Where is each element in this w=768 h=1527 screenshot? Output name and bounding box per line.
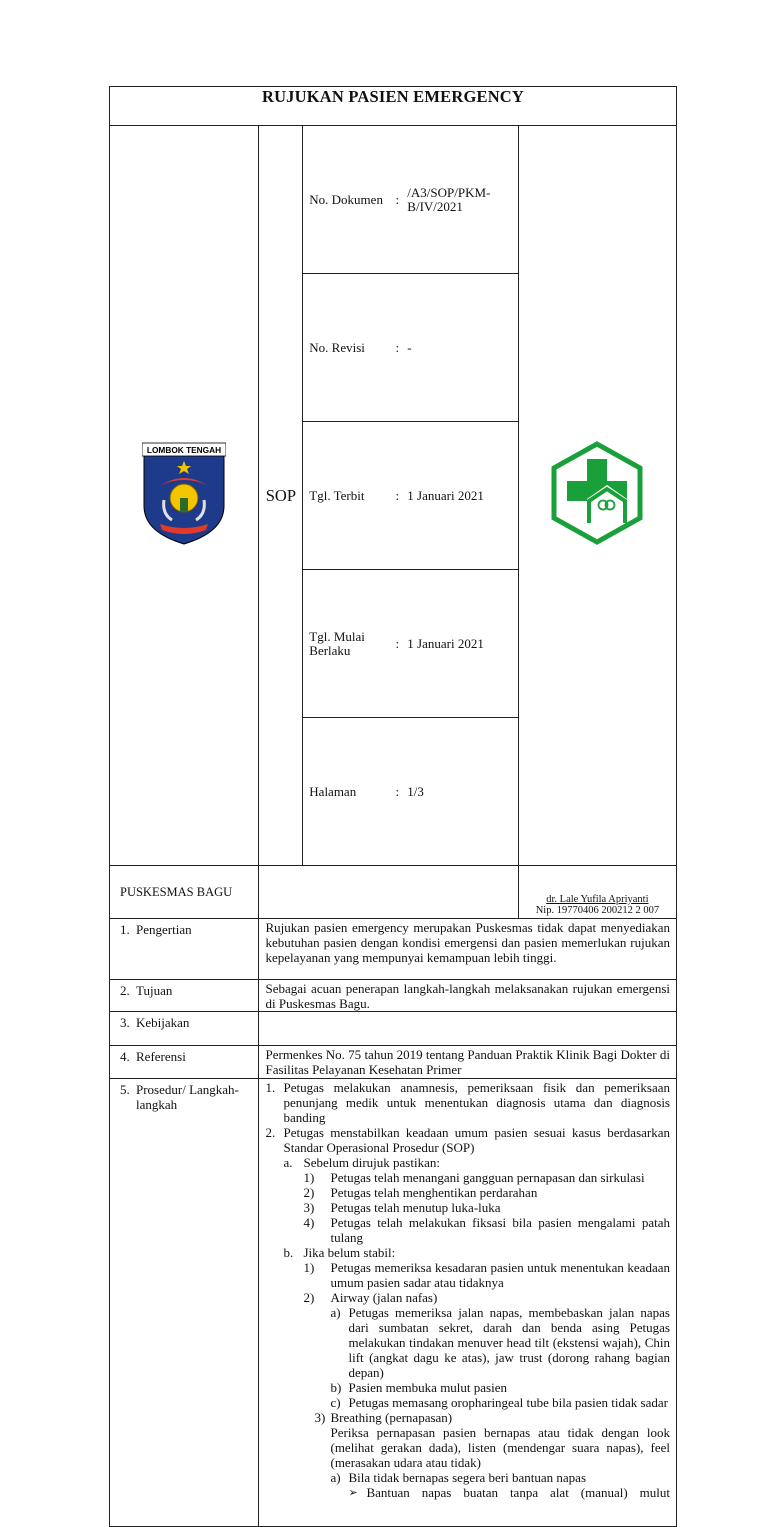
puskesmas-name: PUSKESMAS BAGU (110, 866, 259, 919)
regency-emblem-icon (142, 440, 226, 546)
step-2: 2. Petugas menstabilkan keadaan umum pasien sesuai kasus berdasarkan Standar Operasional Prosedur (SOP) (265, 1125, 670, 1155)
step-2b-2: 2) Airway (jalan nafas) (303, 1290, 438, 1305)
sop-table (109, 86, 677, 1527)
step-2b-3a-bullet: ➢ Bantuan napas buatan tanpa alat (manual) mulut (348, 1485, 670, 1500)
info-row-tgl-terbit: Tgl. Terbit : 1 Januari 2021 (303, 422, 518, 570)
puskesmas-hexagon-cross-icon (549, 441, 645, 545)
tujuan-text: Sebagai acuan penerapan langkah-langkah melaksanakan rujukan emergensi di Puskesmas Bagu. (259, 980, 677, 1012)
step-2b-3a: a) Bila tidak bernapas segera beri bantuan napas (330, 1470, 587, 1485)
prosedur-steps (259, 1079, 677, 1527)
step-2b-2c: c) Petugas memasang oropharingeal tube bila pasien tidak sadar (330, 1395, 668, 1410)
logo-banner-text: LOMBOK TENGAH (147, 445, 222, 455)
step-2b-2b: b) Pasien membuka mulut pasien (330, 1380, 507, 1395)
sop-document (109, 86, 677, 1527)
puskesmas-logo (518, 126, 676, 866)
step-2b-2a: a) Petugas memeriksa jalan napas, membebaskan jalan napas dari sumbatan sekret, darah dan benda asing Petugas melakukan tindakan menuver head tilt (ekstensi wajah), Chin lift (angkat dagu ke atas), jaw trust (dorong rahang bagian depan) (330, 1305, 670, 1380)
step-2a-2: 2) Petugas telah menghentikan perdarahan (303, 1185, 538, 1200)
step-2b-1: 1) Petugas memeriksa kesadaran pasien untuk menentukan keadaan umum pasien sadar atau tidaknya (303, 1260, 670, 1290)
step-2b: b. Jika belum stabil: (283, 1245, 396, 1260)
kebijakan-text (259, 1012, 677, 1046)
step-2a-4: 4) Petugas telah melakukan fiksasi bila pasien mengalami patah tulang (303, 1215, 670, 1245)
info-row-halaman: Halaman : 1/3 (309, 783, 424, 799)
info-row-tgl-mulai-berlaku: Tgl. Mulai Berlaku : 1 Januari 2021 (303, 570, 518, 718)
section-tujuan: 2. Tujuan Sebagai acuan penerapan langkah-langkah melaksanakan rujukan emergensi di Puskesmas Bagu. (110, 980, 677, 1012)
signatory-nip: Nip. 19770406 200212 2 007 (535, 905, 660, 916)
section-kebijakan: 3. Kebijakan (110, 1012, 677, 1046)
arrow-bullet-icon: ➢ (348, 1486, 358, 1499)
section-prosedur: 5. Prosedur/ Langkah-langkah 1. Petugas melakukan anamnesis, pemeriksaan fisik dan pemeriksaan penunjang medik untuk menentukan diagnosis utama dan diagnosis banding 2. Petugas menstabilkan keadaan umum pasien sesuai kasus berdasarkan Standar Operasional Prosedur (SOP) a. Sebelum dirujuk pastikan: 1) Petugas telah menangani gangguan pernapasan dan sirkulasi 2) Petugas telah menghentikan perdarahan 3) Petugas telah menutup luka-luka 4) Petugas telah melakukan fiksasi bila pasien mengalami patah tulang b. Jika belum stabil: 1) Petugas memeriksa kesadaran pasien untuk menentukan keadaan umum pasien sadar atau tidaknya 2) Airway (jalan nafas) a) Petugas memeriksa jalan napas, membebaskan jalan napas dari sumbatan sekret, darah dan benda asing Petugas melakukan tindakan menuver head tilt (ekstensi wajah), Chin lift (angkat dagu ke atas), jaw trust (dorong rahang bagian depan) b) Pasien membuka mulut pasien c) Petugas memasang oropharingeal tube bila pasien tidak sadar 3) Breathing (pernapasan) Periksa pernapasan pasien bernapas atau tidak dengan look (melihat gerakan dada), listen (mendengar suara napas), feel (merasakan udara atau tidak) a) Bila tidak bernapas segera beri bantuan napas ➢ Bantuan napas buatan tanpa alat (manual) mulut (110, 1079, 677, 1527)
sop-label: SOP (259, 126, 303, 866)
section-referensi: 4. Referensi Permenkes No. 75 tahun 2019 tentang Panduan Praktik Klinik Bagi Dokter di Fasilitas Pelayanan Kesehatan Primer (110, 1046, 677, 1079)
referensi-text: Permenkes No. 75 tahun 2019 tentang Panduan Praktik Klinik Bagi Dokter di Fasilitas Pelayanan Kesehatan Primer (259, 1046, 677, 1079)
step-2a-1: 1) Petugas telah menangani gangguan pernapasan dan sirkulasi (303, 1170, 645, 1185)
pengertian-text: Rujukan pasien emergency merupakan Puskesmas tidak dapat menyediakan kebutuhan pasien dengan kondisi emergensi dan pasien memerlukan rujukan kepelayanan yang mempunyai kemampuan lebih tinggi. (259, 919, 677, 980)
blank-cell (259, 866, 518, 919)
info-row-no-revisi: No. Revisi : - (303, 274, 518, 422)
document-info (303, 126, 519, 866)
info-row-no-dokumen: No. Dokumen : /A3/SOP/PKM-B/IV/2021 (303, 126, 518, 274)
section-pengertian: 1. Pengertian Rujukan pasien emergency merupakan Puskesmas tidak dapat menyediakan kebutuhan pasien dengan kondisi emergensi dan pasien memerlukan rujukan kepelayanan yang mempunyai kemampuan lebih tinggi. (110, 919, 677, 980)
step-2a: a. Sebelum dirujuk pastikan: (283, 1155, 440, 1170)
signatory (518, 866, 676, 919)
document-title: RUJUKAN PASIEN EMERGENCY (110, 87, 677, 126)
step-2b-3: 3) Breathing (pernapasan) (314, 1410, 453, 1425)
step-2b-3-paragraph: Periksa pernapasan pasien bernapas atau tidak dengan look (melihat gerakan dada), listen (mendengar suara napas), feel (merasakan udara atau tidak) (330, 1425, 670, 1470)
lombok-tengah-logo (110, 126, 259, 866)
step-2a-3: 3) Petugas telah menutup luka-luka (303, 1200, 501, 1215)
step-1: 1. Petugas melakukan anamnesis, pemeriksaan fisik dan pemeriksaan penunjang medik untuk menentukan diagnosis utama dan diagnosis banding (265, 1080, 670, 1125)
signatory-name: dr. Lale Yufila Apriyanti (546, 894, 649, 905)
